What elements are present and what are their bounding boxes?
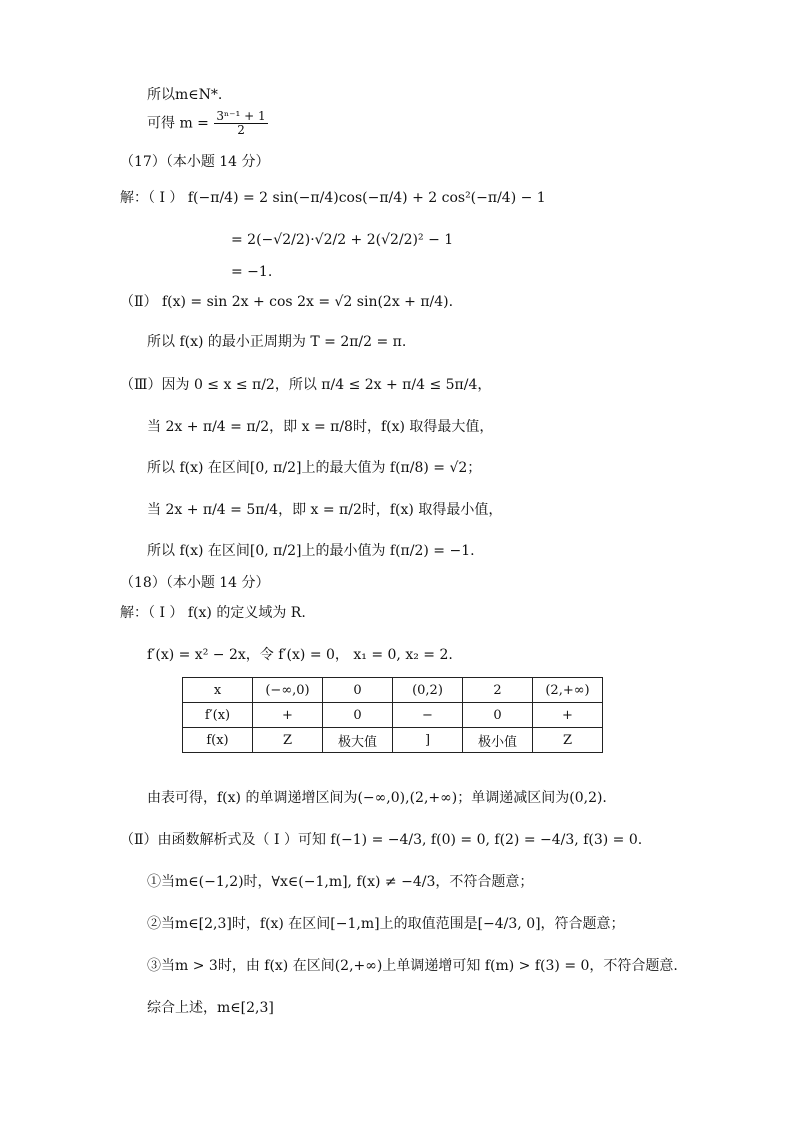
problem-18-heading: （18）（本小题 14 分）: [120, 575, 270, 591]
table-cell: f(x): [183, 728, 253, 753]
fraction-numerator: 3ⁿ⁻¹ + 1: [216, 109, 266, 123]
solution-18-domain: 解：（ Ⅰ ） f(x) 的定义域为 R.: [120, 605, 306, 621]
solution-17-part1-line1: 解：（ Ⅰ ） f(−π/4) = 2 sin(−π/4)cos(−π/4) + 2 cos²(−π/4) − 1: [120, 190, 546, 206]
problem-17-heading: （17）（本小题 14 分）: [120, 154, 270, 170]
solution-17-part2: （Ⅱ） f(x) = sin 2x + cos 2x = √2 sin(2x + π/4).: [120, 294, 454, 310]
solution-18-case3: ③当m > 3时，由 f(x) 在区间(2,+∞)上单调递增可知 f(m) > f(3) = 0，不符合题意.: [147, 958, 678, 974]
table-row: [183, 678, 603, 703]
solution-17-min-value: 所以 f(x) 在区间[0, π/2]上的最小值为 f(π/2) = −1.: [147, 543, 475, 559]
table-cell: Z: [533, 728, 603, 753]
table-cell: +: [253, 703, 323, 728]
solution-18-intervals: 由表可得，f(x) 的单调递增区间为(−∞,0),(2,+∞)；单调递减区间为(0,2).: [147, 790, 607, 806]
table-cell: (0,2): [393, 678, 463, 703]
table-cell: +: [533, 703, 603, 728]
table-cell: 0: [323, 703, 393, 728]
solution-17-part1-line2: = 2(−√2/2)·√2/2 + 2(√2/2)² − 1: [231, 232, 454, 248]
table-cell: 0: [323, 678, 393, 703]
table-row: [183, 703, 603, 728]
line-m-natural: 所以m∈N*.: [147, 87, 223, 103]
table-cell: 极大值: [323, 728, 393, 753]
line-m-formula-label: 可得 m =: [147, 115, 209, 132]
table-cell: (2,+∞): [533, 678, 603, 703]
fraction-denominator: 2: [237, 123, 245, 137]
table-cell: Z: [253, 728, 323, 753]
solution-18-conclusion: 综合上述，m∈[2,3]: [147, 1000, 274, 1016]
solution-17-period: 所以 f(x) 的最小正周期为 T = 2π/2 = π.: [147, 334, 407, 350]
solution-17-min-condition: 当 2x + π/4 = 5π/4，即 x = π/2时，f(x) 取得最小值，: [147, 502, 503, 518]
solution-17-max-value: 所以 f(x) 在区间[0, π/2]上的最大值为 f(π/8) = √2；: [147, 460, 482, 476]
solution-17-part1-line3: = −1.: [231, 264, 273, 280]
table-cell: 极小值: [463, 728, 533, 753]
solution-17-part3: （Ⅲ）因为 0 ≤ x ≤ π/2，所以 π/4 ≤ 2x + π/4 ≤ 5π/4，: [120, 377, 492, 393]
solution-18-case2: ②当m∈[2,3]时，f(x) 在区间[−1,m]上的取值范围是[−4/3, 0]，符合题意；: [147, 916, 625, 932]
table-cell: (−∞,0): [253, 678, 323, 703]
solution-18-case1: ①当m∈(−1,2)时，∀x∈(−1,m], f(x) ≠ −4/3，不符合题意；: [147, 874, 534, 890]
solution-17-max-condition: 当 2x + π/4 = π/2，即 x = π/8时，f(x) 取得最大值，: [147, 419, 494, 435]
table-cell: f′(x): [183, 703, 253, 728]
table-cell: x: [183, 678, 253, 703]
table-row: [183, 728, 603, 753]
table-cell: 2: [463, 678, 533, 703]
monotonicity-table: [182, 677, 603, 753]
table-cell: ]: [393, 728, 463, 753]
table-cell: 0: [463, 703, 533, 728]
table-cell: −: [393, 703, 463, 728]
solution-18-part2: （Ⅱ）由函数解析式及（ Ⅰ ）可知 f(−1) = −4/3, f(0) = 0, f(2) = −4/3, f(3) = 0.: [120, 832, 643, 848]
solution-18-derivative: f′(x) = x² − 2x，令 f′(x) = 0， x₁ = 0, x₂ = 2.: [147, 647, 453, 663]
fraction: [214, 110, 267, 137]
line-m-formula: [147, 110, 269, 137]
